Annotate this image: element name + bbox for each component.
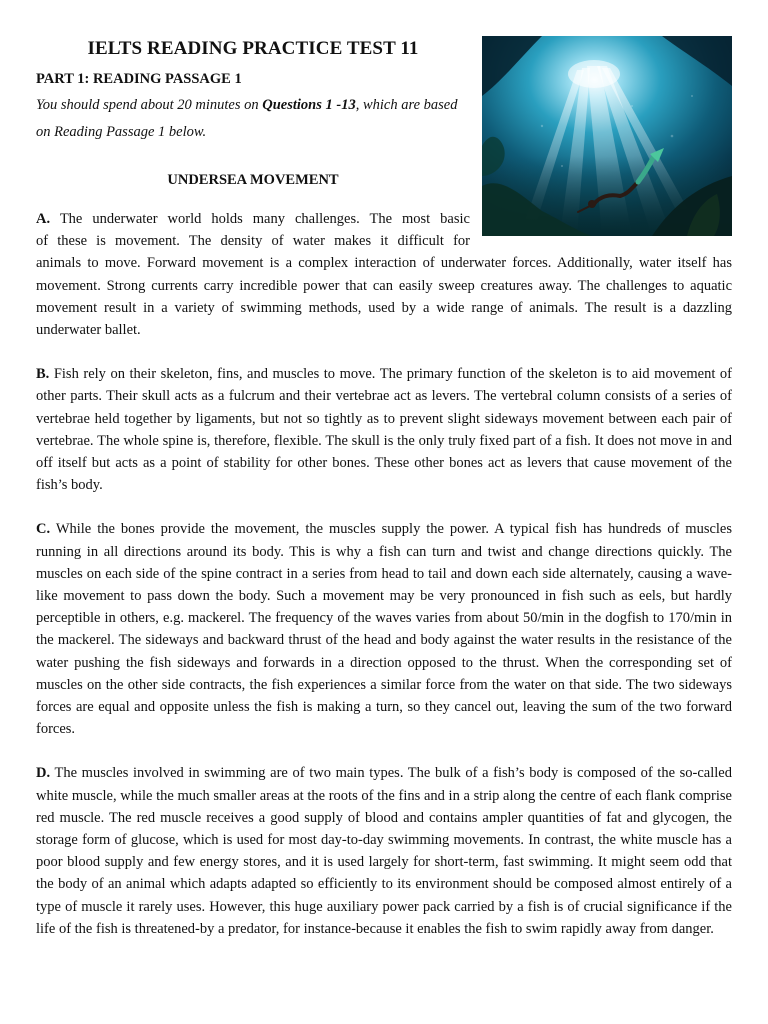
paragraph-letter: D. (36, 765, 51, 782)
paragraph-letter: B. (36, 366, 50, 383)
paragraph-a-rest: animals to move. Forward movement is a complex interaction of underwater forces. Additionally, water itself has movement. Strong currents carry incredible power that can easily sweep creatures away. The challenges to aquatic movement result in a variety of swimming methods, used by a wide range of animals. The result is a dazzling underwater ballet. (36, 255, 732, 339)
instructions-post: , which are based on Reading Passage 1 below. (36, 97, 458, 140)
instructions (36, 92, 470, 146)
paragraph-b (36, 363, 732, 496)
paragraph-a-line2: of these is movement. The density of water makes it difficult for (36, 233, 470, 250)
paragraph-d-text: The muscles involved in swimming are of two main types. The bulk of a fish’s body is composed of the so-called white muscle, while the much smaller areas at the roots of the fins and in a strip along the centre of each flank comprise red muscle. The red muscle receives a good supply of blood and contains ampler quantities of fat and glycogen, the storage form of glucose, which is used for most day-to-day swimming movements. In contrast, the white muscle has a poor blood supply and few energy stores, and it is used largely for short-term, fast swimming. It might seem odd that the body of an animal which adapts adapted so efficiently to its environment should be composed almost entirely of a type of muscle it rarely uses. However, this huge auxiliary power pack carried by a fish is of crucial significance if the life of the fish is threatened-by a predator, for instance-because it enables the fish to swim rapidly away from danger. (36, 765, 732, 937)
paragraph-letter: A. (36, 211, 51, 227)
paragraph-c (36, 518, 732, 740)
part-title: PART 1: READING PASSAGE 1 (36, 71, 242, 87)
passage-title: UNDERSEA MOVEMENT (167, 172, 339, 188)
underwater-swimmer-photo (482, 36, 732, 236)
paragraph-c-text: While the bones provide the movement, the muscles supply the power. A typical fish has hundreds of muscles running in all directions around its body. This is why a fish can turn and twist and change directions quickly. The muscles on each side of the spine contract in a series from head to tail and down each side alternately, causing a wave-like movement to pass down the body. Such a movement may be very pronounced in fish such as eels, but hardly perceptible in others, e.g. mackerel. The frequency of the waves varies from about 50/min in the dogfish to 170/min in the mackerel. The sideways and backward thrust of the head and body against the water results in the resistance of the water pushing the fish sideways and forwards in a direction opposed to the thrust. When the corresponding set of muscles on the other side contracts, the fish experiences a similar force from the water on that side. The two sideways forces are equal and opposite unless the fish is making a turn, so they cancel out, leaving the sum of the two forward forces. (36, 521, 733, 738)
header-block (36, 36, 470, 190)
passage-body (36, 208, 732, 962)
instructions-questions: Questions 1 -13 (262, 97, 356, 113)
paragraph-letter: C. (36, 521, 51, 538)
paragraph-a-line1 (36, 208, 470, 230)
instructions-pre: You should spend about 20 minutes on (36, 97, 263, 113)
paragraph-a-text1: The underwater world holds many challenges. The most basic (59, 211, 470, 227)
paragraph-a (36, 208, 732, 341)
paragraph-d (36, 762, 732, 940)
test-title: IELTS READING PRACTICE TEST 11 (87, 38, 419, 59)
paragraph-b-text: Fish rely on their skeleton, fins, and muscles to move. The primary function of the skeleton is to aid movement of other parts. Their skull acts as a fulcrum and their vertebrae act as levers. The vertebral column consists of a series of vertebrae held together by ligaments, but not so tightly as to prevent slight sideways movement between each pair of vertebrae. The whole spine is, therefore, flexible. The skull is the only truly fixed part of a fish. It does not move in and off itself but acts as a point of stability for other bones. These other bones act as levers that cause movement of the fish’s body. (36, 366, 732, 494)
